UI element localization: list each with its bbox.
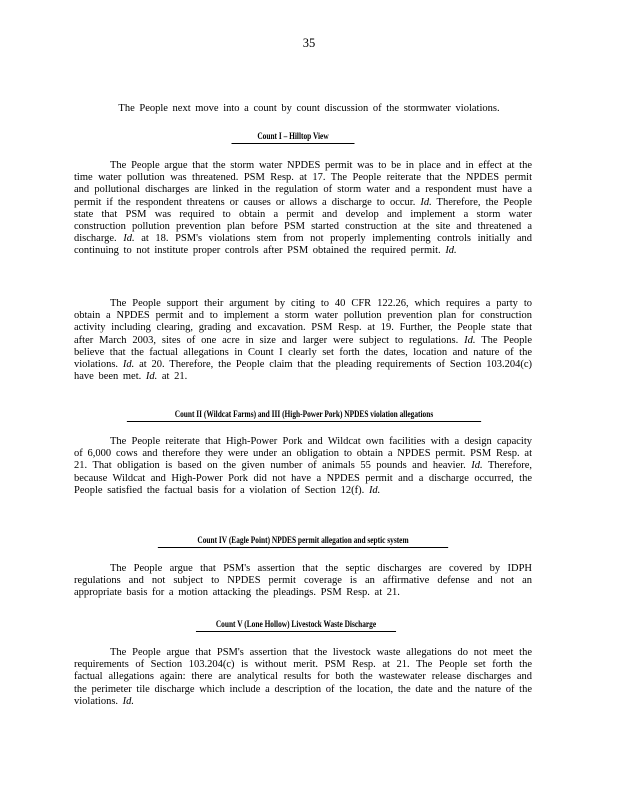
- paragraph-count-4: [74, 563, 532, 600]
- section-heading-count-4: Count IV (Eagle Point) NPDES permit allegation and septic system: [158, 535, 448, 548]
- intro-sentence: The People next move into a count by count discussion of the stormwater violations.: [118, 103, 500, 114]
- section-heading-count-2-3: Count II (Wildcat Farms) and III (High-Power Pork) NPDES violation allegations: [127, 409, 481, 422]
- paragraph-text: The People reiterate that High-Power Pork and Wildcat own facilities with a design capacity of 6,000 cows and therefore they were under an obligation to obtain a NPDES permit. PSM Resp. at 21. That obligation is based on the given number of animals 55 pounds and heavier. Id. Therefore, because Wildcat and High-Power Pork did not have a NPDES permit and a discharge occurred, the People satisfied the factual basis for a violation of Section 12(f). Id.: [74, 436, 532, 496]
- paragraph-text: The People argue that PSM's assertion that the livestock waste allegations do not meet the requirements of Section 103.204(c) is without merit. PSM Resp. at 21. The People set forth the factual allegations again: there are analytical results for both the wastewater release discharges and the perimeter tile discharge which include a description of the location, the date and the nature of the violations. Id.: [74, 647, 532, 707]
- paragraph-count-1-b: [74, 298, 532, 383]
- paragraph-text: The People support their argument by citing to 40 CFR 122.26, which requires a party to obtain a NPDES permit and to implement a storm water pollution prevention plan for construction activity including clearing, grading and excavation. PSM Resp. at 19. Further, the People state that after March 2003, sites of one acre in size and larger were subject to regulations. Id. The People believe that the factual allegations in Count I clearly set forth the dates, location and nature of the violations. Id. at 20. Therefore, the People claim that the pleading requirements of Section 103.204(c) have been met. Id. at 21.: [74, 298, 533, 383]
- section-heading-count-1: Count I – Hilltop View: [232, 131, 355, 144]
- paragraph-count-5: [74, 647, 532, 708]
- paragraph-text: The People argue that the storm water NPDES permit was to be in place and in effect at the time water pollution was threatened. PSM Resp. at 17. The People reiterate that the NPDES permit and pollutional discharges are linked in the regulation of storm water and a respondent must have a permit if the respondent threatens or causes or allows a discharge to occur. Id. Therefore, the People state that PSM was required to obtain a permit and develop and implement a storm water construction pollution prevention plan before PSM started construction at the site and threatened a discharge. Id. at 18. PSM's violations stem from not properly implementing controls initially and continuing to not institute proper controls after PSM obtained the required permit. Id.: [74, 160, 532, 257]
- paragraph-count-1-a: [74, 160, 532, 258]
- paragraph-count-2-3: [74, 436, 532, 497]
- section-heading-count-5: Count V (Lone Hollow) Livestock Waste Discharge: [196, 619, 396, 632]
- page-number: 35: [302, 36, 316, 50]
- paragraph-text: The People argue that PSM's assertion that the septic discharges are covered by IDPH regulations and not subject to NPDES permit coverage is an affirmative defense and not an appropriate basis for a motion attacking the pleadings. PSM Resp. at 21.: [74, 563, 532, 599]
